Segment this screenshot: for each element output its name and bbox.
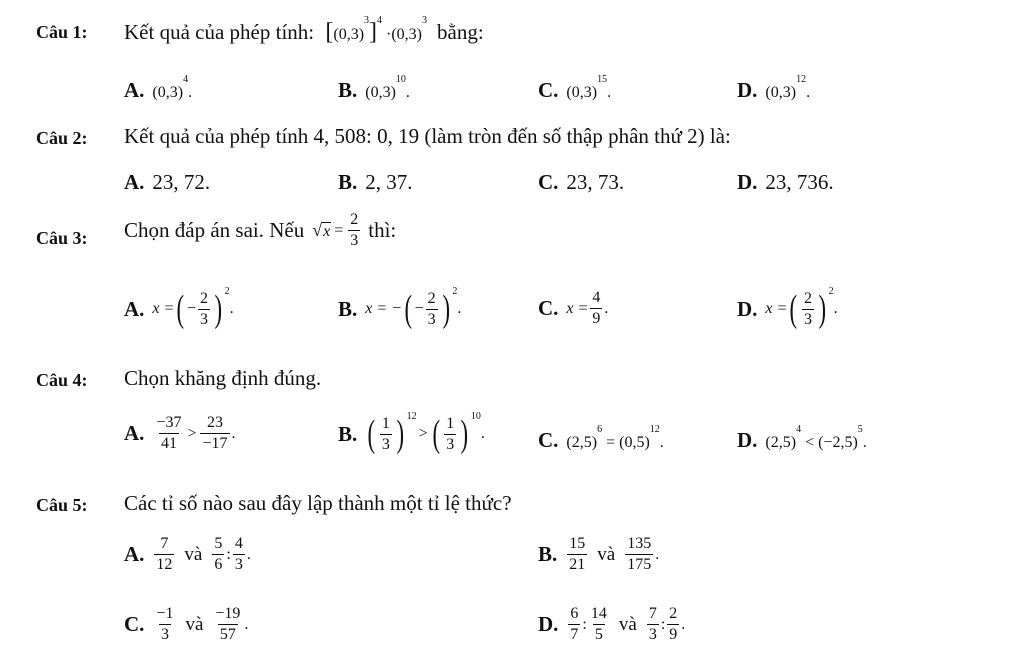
q3-option-d[interactable]: D. x = ( $\frac{2}{3}$ ) $^2$ . xyxy=(737,285,838,330)
q4-option-a[interactable]: A. $\frac{-37}{41}$ > $\frac{23}{-17}$ . xyxy=(124,414,236,452)
question-1-expression: $[(0,3)^3]^4 \cdot(0,3)^3$ xyxy=(325,15,427,45)
q5-option-d[interactable]: D. $\frac{6}{7}$ : $\frac{14}{5}$ và $\frac{7}{3}$ : $\frac{2}{9}$ . xyxy=(538,605,686,643)
q2-option-a[interactable]: A. 23, 72. xyxy=(124,170,211,194)
q3-option-b[interactable]: B. x = − ( − $\frac{2}{3}$ ) $^2$ . xyxy=(338,285,462,330)
q3-option-a[interactable]: A. x = ( − $\frac{2}{3}$ ) $^2$ . xyxy=(124,285,234,330)
q5-option-c[interactable]: C. $\frac{-1}{3}$ và $\frac{-19}{57}$ . xyxy=(124,605,249,643)
q4-option-c[interactable]: C. $(2,5)^6 = (0,5)^{12}$. xyxy=(538,424,664,452)
question-1-tail: bằng: xyxy=(437,20,484,44)
q4-option-b[interactable]: B. ( $\frac{1}{3}$ ) $^{12}$ > ( $\frac{1}{3}$ ) $^{10}$ . xyxy=(338,410,485,455)
question-3-tail: thì: xyxy=(368,218,397,242)
question-1-prompt: Kết quả của phép tính: xyxy=(124,20,315,44)
question-2-label: Câu 2: xyxy=(36,128,88,148)
q2-option-b[interactable]: B. 2, 37. xyxy=(338,170,413,194)
q1-option-d[interactable]: D. $(0,3)^{12}$. xyxy=(737,74,811,102)
question-3-label: Câu 3: xyxy=(36,228,88,248)
q2-option-c[interactable]: C. 23, 73. xyxy=(538,170,625,194)
question-5-label: Câu 5: xyxy=(36,495,88,515)
q5-option-a[interactable]: A. $\frac{7}{12}$ và $\frac{5}{6}$ : $\frac{4}{3}$ . xyxy=(124,535,251,573)
question-1-label: Câu 1: xyxy=(36,22,88,42)
q1-option-a[interactable]: A. $(0,3)^4$. xyxy=(124,74,193,102)
question-2-text: Kết quả của phép tính 4, 508: 0, 19 (làm tròn đến số thập phân thứ 2) là: xyxy=(124,124,731,148)
q4-option-d[interactable]: D. $(2,5)^4 < (-2,5)^5$. xyxy=(737,424,867,452)
q2-option-d[interactable]: D. 23, 736. xyxy=(737,170,834,194)
question-3-condition: √x = $\frac{2}{3}$ xyxy=(312,211,359,249)
question-1-text xyxy=(124,15,484,46)
q1-option-b[interactable]: B. $(0,3)^{10}$. xyxy=(338,74,410,102)
q1-option-c[interactable]: C. $(0,3)^{15}$. xyxy=(538,74,612,102)
question-4-label: Câu 4: xyxy=(36,370,88,390)
question-3-text xyxy=(124,212,396,249)
question-4-text: Chọn khăng định đúng. xyxy=(124,366,322,390)
q5-option-b[interactable]: B. $\frac{15}{21}$ và $\frac{135}{175}$ . xyxy=(538,535,660,573)
question-3-prompt: Chọn đáp án sai. Nếu xyxy=(124,218,305,242)
question-5-text: Các tỉ số nào sau đây lập thành một tỉ lệ thức? xyxy=(124,491,512,515)
q3-option-c[interactable]: C. x = $\frac{4}{9}$ . xyxy=(538,289,609,327)
